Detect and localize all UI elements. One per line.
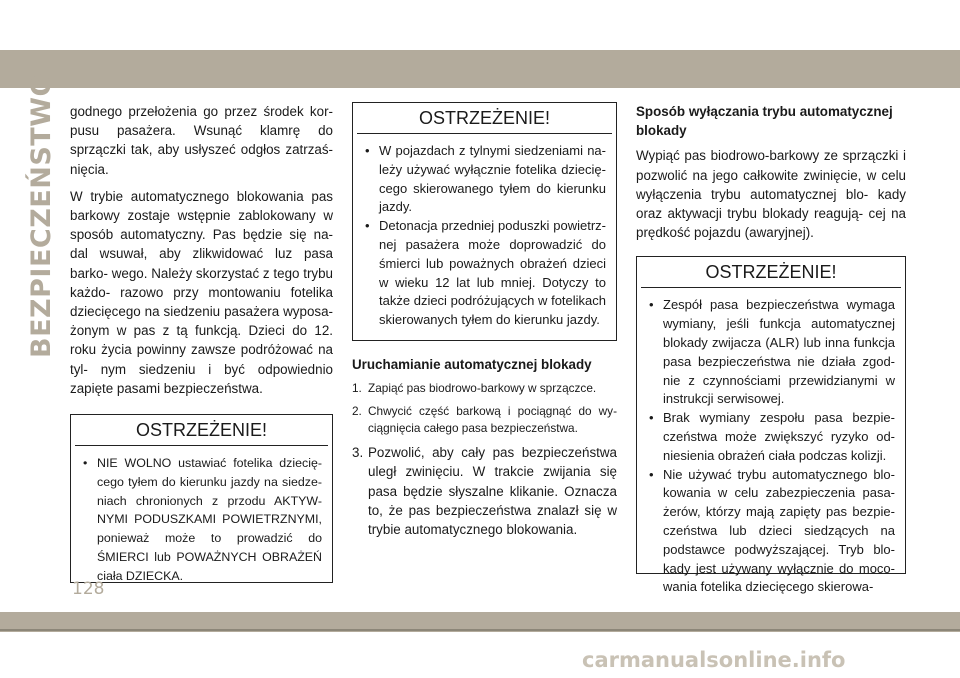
warning-title: OSTRZEŻENIE! bbox=[357, 103, 612, 134]
column-1 bbox=[70, 102, 333, 583]
page-number: 128 bbox=[72, 579, 105, 599]
paragraph: Wypiąć pas biodrowo-barkowy ze sprzączki i pozwolić na jego całkowite zwinięcie, w celu wyłączenia trybu automatycznej blo- kady oraz aktywacji trybu blokady reagują- cej na prędkość pojazdu (awaryjnej). bbox=[636, 148, 906, 241]
warning-body bbox=[71, 446, 332, 596]
warning-item: • Nie używać trybu automatycznego blo- kowania w celu zabezpieczenia pasa- żerów, którzy mają zapięty pas bezpie- czeństwa lub dzieci siedzących na podstawce podwyższającej. Tryb blo- kady jest używany wyłącznie do moco- wania fotelika dziecięcego skierowa- bbox=[649, 466, 895, 598]
warning-box bbox=[352, 102, 617, 341]
warning-item: • Detonacja przedniej poduszki powietrz- nej pasażera może doprowadzić do śmierci lub poważnych obrażeń dzieci w wieku 12 lat lub mniej. Dotyczy to także dzieci podróżujących w fotelikach skierowanych tyłem do kierunku jazdy. bbox=[365, 217, 606, 330]
column-3 bbox=[636, 102, 906, 595]
section-label bbox=[21, 72, 61, 358]
section-heading: Uruchamianie automatycznej blokady bbox=[352, 356, 592, 372]
watermark: carmanualsonline.info bbox=[582, 648, 846, 672]
paragraph: W trybie automatycznego blokowania pas barkowy zostaje wstępnie zablokowany w sposób automatyczny. Pas będzie się na- dal wsuwał, aby zlikwidować luz pasa barko- wego. Należy skorzystać z tego trybu każdo- razowo przy montowaniu fotelika dziecięcego na siedzeniu pasażera wyposa- żonym w pas z tą funkcją. Dzieci do 12. roku życia powinny zawsze podróżować na tyl- nym siedzeniu i być odpowiednio zapięte pasami bezpieczeństwa. bbox=[70, 188, 333, 396]
warning-item: • NIE WOLNO ustawiać fotelika dziecię- cego tyłem do kierunku jazdy na siedze- niach chronionych z przodu AKTYW- NYMI PODUSZKAMI POWIETRZNYMI, ponieważ może to prowadzić do ŚMIERCI lub POWAŻNYCH OBRAŻEŃ ciała DZIECKA. bbox=[83, 454, 322, 586]
step-text: Pozwolić, aby cały pas bezpieczeństwa uległ zwinięciu. W trakcie zwijania się pasa będzie słyszalne klikanie. Oznacza to, że pas bezpieczeństwa znalazł się w trybie automatycznego blokowania. bbox=[368, 445, 617, 537]
list-item bbox=[352, 403, 617, 437]
steps-list bbox=[352, 380, 617, 539]
step-text: Zapiąć pas biodrowo-barkowy w sprzączce. bbox=[368, 381, 597, 396]
step-text: Chwycić część barkową i pociągnąć do wy- ciągnięcia całego pasa bezpieczeństwa. bbox=[368, 404, 617, 436]
section-heading: Sposób wyłączania trybu automatycznej blokady bbox=[636, 104, 893, 139]
warning-item: • Brak wymiany zespołu pasa bezpie- czeństwa może zwiększyć ryzyko od- niesienia obrażeń ciała podczas kolizji. bbox=[649, 409, 895, 465]
warning-title: OSTRZEŻENIE! bbox=[641, 257, 901, 288]
section-label-text: BEZPIECZEŃSTWO bbox=[25, 72, 57, 358]
footer-divider bbox=[0, 629, 960, 631]
warning-body bbox=[637, 288, 905, 607]
paragraph: godnego przełożenia go przez środek kor- pusu pasażera. Wsunąć klamrę do sprzączki tak, aby usłyszeć odgłos zatrzaś- nięcia. bbox=[70, 104, 333, 177]
warning-box bbox=[636, 256, 906, 595]
warning-item: • W pojazdach z tylnymi siedzeniami na- leży używać wyłącznie fotelika dziecię- cego skierowanego tyłem do kierunku jazdy. bbox=[365, 142, 606, 217]
warning-box bbox=[70, 414, 333, 583]
list-item bbox=[352, 380, 617, 397]
step-number: 1. bbox=[352, 381, 362, 396]
header-bar bbox=[0, 50, 960, 88]
step-number: 3. bbox=[352, 445, 364, 461]
column-2 bbox=[352, 102, 617, 545]
step-number: 2. bbox=[352, 404, 362, 419]
warning-body bbox=[353, 134, 616, 340]
list-item bbox=[352, 443, 617, 539]
warning-item: • Zespół pasa bezpieczeństwa wymaga wymiany, jeśli funkcja automatycznej blokady zwijacza (ALR) lub inna funkcja pasa bezpieczeństwa nie działa zgod- nie z czynnościami przewidzianymi w instrukcji serwisowej. bbox=[649, 296, 895, 409]
warning-title: OSTRZEŻENIE! bbox=[75, 415, 328, 446]
